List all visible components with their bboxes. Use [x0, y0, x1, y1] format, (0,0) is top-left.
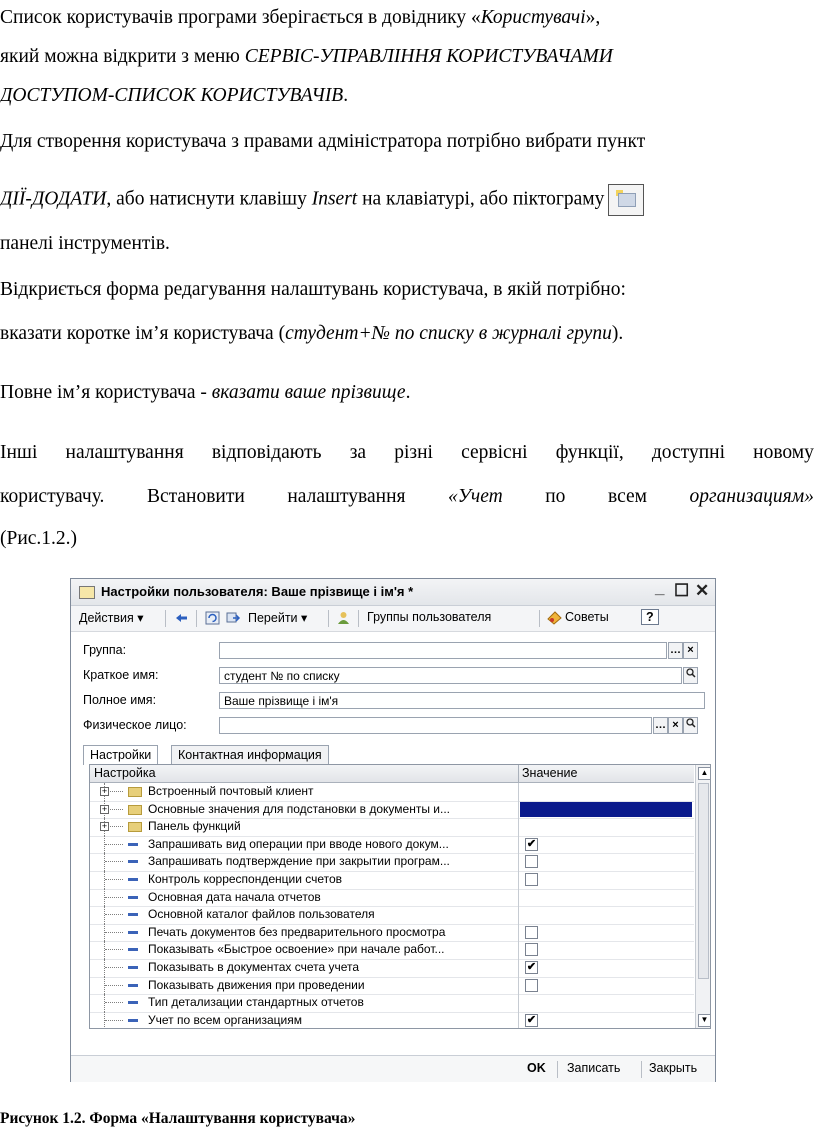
short-name-search-icon[interactable]	[683, 667, 698, 684]
setting-item-icon	[128, 913, 138, 916]
word: функції,	[555, 442, 624, 463]
setting-cell	[90, 801, 519, 819]
settings-grid	[89, 764, 711, 1029]
checkbox-unchecked[interactable]	[525, 855, 538, 868]
setting-label: Показывать «Быстрое освоение» при начале работ...	[148, 942, 445, 957]
text-italic: СЕРВІС-УПРАВЛІННЯ КОРИСТУВАЧАМИ	[244, 46, 613, 67]
refresh-icon[interactable]	[205, 611, 220, 625]
setting-label: Показывать в документах счета учета	[148, 960, 360, 974]
grid-row[interactable]	[90, 836, 694, 855]
setting-cell	[90, 853, 519, 871]
word: різні	[394, 442, 433, 463]
close-button[interactable]: Закрыть	[649, 1061, 698, 1075]
window-footer	[71, 1055, 715, 1082]
toolbar-separator	[165, 610, 166, 627]
setting-label: Основные значения для подстановки в документы и...	[148, 801, 450, 816]
footer-separator	[557, 1061, 558, 1078]
grid-row[interactable]	[90, 994, 694, 1013]
selected-value-highlight[interactable]	[520, 802, 692, 817]
grid-row[interactable]	[90, 801, 694, 820]
setting-cell	[90, 783, 519, 801]
value-cell[interactable]	[519, 977, 694, 995]
grid-scrollbar[interactable]	[695, 765, 711, 1028]
scroll-down-icon[interactable]: ▼	[698, 1014, 711, 1027]
word: налаштування	[65, 442, 184, 463]
setting-item-icon	[128, 984, 138, 987]
text: Для створення користувача з правами адміністратора потрібно вибрати пункт	[0, 131, 646, 152]
grid-row[interactable]	[90, 924, 694, 943]
text: Відкриється форма редагування налаштувань користувача, в якій потрібно:	[0, 279, 626, 300]
setting-item-icon	[128, 1019, 138, 1022]
physical-person-label: Физическое лицо:	[83, 718, 187, 732]
value-cell[interactable]	[519, 889, 694, 907]
tab-contact-info[interactable]: Контактная информация	[171, 745, 329, 764]
paragraph-3-line-2	[0, 322, 623, 346]
setting-label: Встроенный почтовый клиент	[148, 784, 314, 798]
value-cell[interactable]	[519, 941, 694, 959]
text-italic: Користувачі	[480, 7, 586, 28]
word: организациям»	[689, 486, 814, 507]
word: по	[545, 486, 566, 507]
setting-label: Учет по всем организациям	[148, 1012, 302, 1027]
text-italic: Insert	[311, 188, 358, 210]
folder-icon	[128, 822, 142, 832]
text-italic: ДОСТУПОМ-СПИСОК КОРИСТУВАЧІВ	[0, 85, 344, 106]
text-italic: студент+№ по списку в журналі групи	[285, 323, 612, 344]
checkbox-unchecked[interactable]	[525, 979, 538, 992]
checkbox-checked[interactable]: ✔	[526, 1013, 537, 1026]
expand-icon[interactable]: +	[101, 821, 108, 832]
checkbox-checked[interactable]: ✔	[526, 961, 537, 973]
value-cell[interactable]	[519, 783, 694, 801]
setting-item-icon	[128, 931, 138, 934]
paragraph-1-line-2	[0, 45, 613, 69]
close-window-button[interactable]: ✕	[695, 581, 710, 600]
paragraph-3-line-1	[0, 278, 626, 302]
text: Список користувачів програми зберігається в довіднику «	[0, 7, 481, 28]
word: налаштування	[287, 486, 406, 507]
person-select-button[interactable]: …	[653, 717, 668, 734]
setting-label: Тип детализации стандартных отчетов	[148, 995, 364, 1010]
setting-cell	[90, 959, 519, 977]
help-button[interactable]: ?	[641, 609, 659, 625]
text: (Рис.1.2.)	[0, 528, 78, 549]
value-cell[interactable]	[519, 871, 694, 889]
goto-menu[interactable]: Перейти ▾	[248, 611, 308, 625]
checkbox-checked[interactable]: ✔	[526, 837, 537, 850]
setting-label: Панель функций	[148, 819, 241, 834]
window-icon	[79, 586, 95, 599]
user-groups-button[interactable]: Группы пользователя	[367, 610, 492, 624]
value-cell[interactable]	[519, 1012, 694, 1029]
setting-cell	[90, 977, 519, 995]
setting-label: Основная дата начала отчетов	[148, 889, 321, 904]
toolbar-separator	[539, 610, 540, 627]
word: Встановити	[146, 486, 245, 507]
word: відповідають	[211, 442, 322, 463]
word: користувачу.	[0, 486, 105, 507]
setting-cell	[90, 994, 519, 1012]
folder-icon	[128, 787, 142, 797]
users-group-icon[interactable]	[336, 611, 351, 625]
expand-icon[interactable]: +	[101, 786, 108, 796]
checkbox-unchecked[interactable]	[525, 926, 538, 939]
setting-item-icon	[128, 1001, 138, 1004]
setting-item-icon	[128, 948, 138, 951]
physical-person-field[interactable]	[219, 717, 652, 734]
full-name-field[interactable]: Ваше прізвище і ім'я	[219, 692, 705, 709]
maximize-button[interactable]: ☐	[674, 581, 690, 600]
group-field[interactable]	[219, 642, 667, 659]
expand-icon[interactable]: +	[101, 803, 108, 814]
word: сервісні	[461, 442, 528, 463]
value-cell[interactable]	[519, 959, 694, 977]
grid-row[interactable]	[90, 906, 694, 925]
footer-separator	[641, 1061, 642, 1078]
setting-cell	[90, 818, 519, 836]
word: доступні	[651, 442, 725, 463]
scroll-thumb[interactable]	[698, 783, 709, 979]
folder-icon	[128, 805, 142, 815]
text: панелі інструментів.	[0, 233, 170, 254]
paragraph-2-line-1	[0, 130, 645, 154]
scroll-up-icon[interactable]: ▲	[698, 767, 711, 780]
text: який можна відкрити з меню	[0, 46, 245, 67]
actions-menu[interactable]: Действия ▾	[79, 611, 144, 625]
paragraph-2-line-3	[0, 232, 170, 256]
group-select-button[interactable]: …	[668, 642, 683, 659]
save-button[interactable]: Записать	[567, 1061, 621, 1075]
text: на клавіатурі, або піктограму	[357, 188, 605, 210]
value-cell[interactable]	[519, 994, 694, 1012]
tab-settings[interactable]: Настройки	[83, 745, 158, 765]
group-label: Группа:	[83, 643, 127, 657]
grid-row[interactable]	[90, 871, 694, 890]
grid-row[interactable]	[90, 941, 694, 960]
checkbox-unchecked[interactable]	[525, 873, 538, 886]
toolbar	[71, 606, 715, 632]
text: Повне ім’я користувача -	[0, 382, 212, 403]
setting-label: Основной каталог файлов пользователя	[148, 907, 375, 922]
text: .	[405, 382, 411, 403]
text: ).	[611, 323, 624, 344]
grid-row[interactable]	[90, 783, 694, 802]
value-cell[interactable]	[519, 924, 694, 942]
setting-item-icon	[128, 860, 138, 863]
window-title: Настройки пользователя: Ваше прізвище і ім'я *	[101, 584, 414, 599]
group-clear-icon[interactable]: ×	[683, 642, 698, 659]
tips-button[interactable]: Советы	[565, 610, 609, 624]
back-arrow-icon[interactable]	[174, 611, 189, 625]
text: .	[343, 85, 349, 106]
window-titlebar	[71, 579, 715, 606]
full-name-label: Полное имя:	[83, 693, 157, 707]
grid-row[interactable]	[90, 1012, 694, 1029]
checkbox-unchecked[interactable]	[525, 943, 538, 956]
word: за	[349, 442, 367, 463]
text-italic: ДІЇ-ДОДАТИ	[0, 188, 107, 210]
setting-item-icon	[128, 878, 138, 881]
setting-cell	[90, 924, 519, 942]
person-clear-icon[interactable]: ×	[668, 717, 683, 734]
setting-cell	[90, 941, 519, 959]
text: »,	[585, 7, 601, 28]
paragraph-2-line-2	[0, 184, 644, 216]
setting-label: Запрашивать подтверждение при закрытии програм...	[148, 854, 450, 869]
tips-icon[interactable]	[547, 611, 562, 625]
paragraph-5-line-2	[0, 485, 814, 509]
value-cell[interactable]	[519, 836, 694, 854]
column-header-setting: Настройка	[94, 766, 156, 780]
text: вказати коротке ім’я користувача (	[0, 323, 286, 344]
paragraph-5-line-1	[0, 441, 814, 465]
setting-label: Запрашивать вид операции при вводе нового докум...	[148, 836, 449, 851]
grid-header	[90, 765, 694, 783]
word: Інші	[0, 442, 38, 463]
value-cell[interactable]	[519, 853, 694, 871]
paragraph-5-line-3	[0, 527, 77, 551]
toolbar-separator	[328, 610, 329, 627]
setting-cell	[90, 836, 519, 854]
value-cell[interactable]	[519, 906, 694, 924]
add-user-toolbar-icon	[608, 184, 644, 216]
setting-label: Показывать движения при проведении	[148, 977, 365, 992]
setting-cell	[90, 889, 519, 907]
text-italic: вказати ваше прізвище	[211, 382, 406, 403]
toolbar-separator	[196, 610, 197, 627]
user-settings-window	[70, 578, 716, 1082]
goto-icon[interactable]	[226, 611, 241, 625]
setting-cell	[90, 871, 519, 889]
ok-button[interactable]: OK	[527, 1061, 546, 1075]
word: «Учет	[448, 486, 503, 507]
figure-caption: Рисунок 1.2. Форма «Налаштування користувача»	[0, 1110, 356, 1127]
grid-row[interactable]	[90, 977, 694, 996]
grid-row[interactable]	[90, 853, 694, 872]
setting-item-icon	[128, 896, 138, 899]
value-cell[interactable]	[519, 818, 694, 836]
grid-row[interactable]	[90, 818, 694, 837]
column-header-value: Значение	[522, 766, 578, 780]
setting-label: Печать документов без предварительного просмотра	[148, 924, 446, 939]
short-name-label: Краткое имя:	[83, 668, 159, 682]
setting-label: Контроль корреспонденции счетов	[148, 872, 343, 886]
value-cell[interactable]	[519, 801, 694, 819]
grid-row[interactable]	[90, 959, 694, 978]
grid-row[interactable]	[90, 889, 694, 908]
setting-item-icon	[128, 843, 138, 846]
word: новому	[753, 442, 814, 463]
text: , або натиснути клавішу	[106, 188, 312, 210]
paragraph-1-line-3	[0, 84, 348, 108]
short-name-field[interactable]: студент № по списку	[219, 667, 682, 684]
person-search-icon[interactable]	[683, 717, 698, 734]
paragraph-1-line-1	[0, 6, 600, 30]
setting-item-icon	[128, 966, 138, 969]
setting-cell	[90, 906, 519, 924]
minimize-button[interactable]: _	[655, 578, 665, 597]
toolbar-separator	[358, 610, 359, 627]
word: всем	[607, 486, 647, 507]
paragraph-4	[0, 381, 410, 405]
setting-cell	[90, 1012, 519, 1029]
